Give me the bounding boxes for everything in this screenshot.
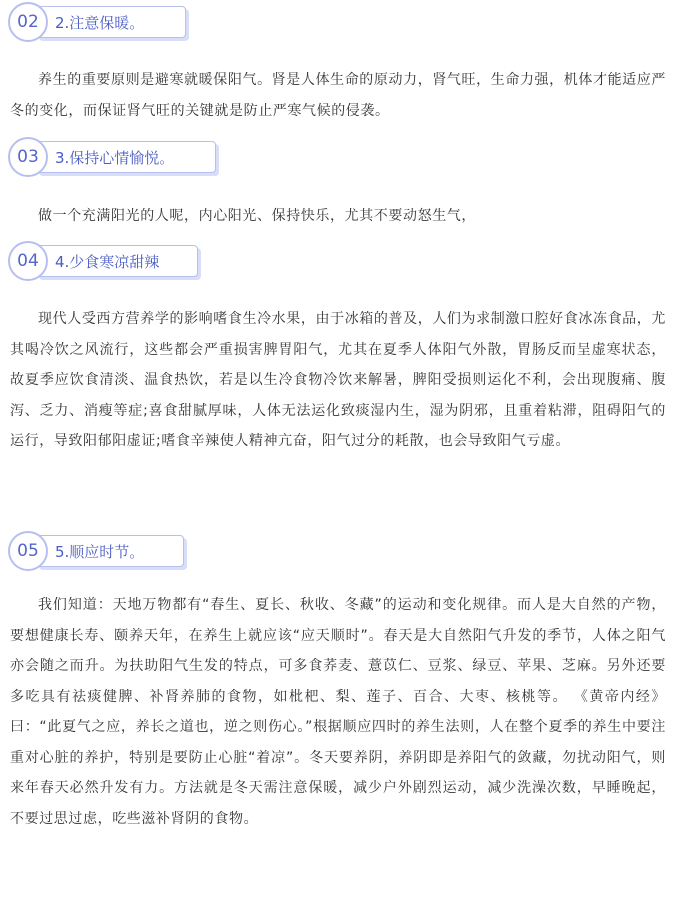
section-number-badge: 02 [8,2,48,42]
section-header [8,531,248,571]
section-number-badge: 03 [8,137,48,177]
section-title: 3.保持心情愉悦。 [36,141,216,173]
section-header [8,241,248,281]
section-title: 2.注意保暖。 [36,6,186,38]
section-number-badge: 04 [8,241,48,281]
section-title: 4.少食寒凉甜辣 [36,245,198,277]
section-number-badge: 05 [8,531,48,571]
section-paragraph: 养生的重要原则是避寒就暖保阳气。肾是人体生命的原动力，肾气旺，生命力强，机体才能适应严冬的变化，而保证肾气旺的关键就是防止严寒气候的侵袭。 [10,72,666,119]
section-title: 5.顺应时节。 [36,535,184,567]
section-paragraph: 我们知道：天地万物都有“春生、夏长、秋收、冬藏”的运动和变化规律。而人是大自然的产物，要想健康长寿、颐养天年，在养生上就应该“应天顺时”。春天是大自然阳气升发的季节，人体之阳气亦会随之而升。为扶助阳气生发的特点，可多食荞麦、薏苡仁、豆浆、绿豆、苹果、芝麻。另外还要多吃具有祛痰健脾、补肾养肺的食物，如枇杷、梨、莲子、百合、大枣、核桃等。 《黄帝内经》曰：“此夏气之应，养长之道也，逆之则伤心。”根据顺应四时的养生法则，人在整个夏季的养生中要注重对心脏的养护，特别是要防止心脏“着凉”。冬天要养阴，养阴即是养阳气的敛藏，勿扰动阳气，则来年春天必然升发有力。方法就是冬天需注意保暖，减少户外剧烈运动，减少洗澡次数，早睡晚起，不要过思过虑，吃些滋补肾阴的食物。 [10,597,666,827]
section-paragraph: 做一个充满阳光的人呢，内心阳光、保持快乐，尤其不要动怒生气， [38,208,476,224]
section-header [8,137,248,177]
section-header [8,2,248,42]
section-paragraph: 现代人受西方营养学的影响嗜食生冷水果，由于冰箱的普及，人们为求制激口腔好食冰冻食品，尤其喝冷饮之风流行，这些都会严重损害脾胃阳气，尤其在夏季人体阳气外散，胃肠反而呈虚寒状态，故夏季应饮食清淡、温食热饮，若是以生冷食物冷饮来解暑，脾阳受损则运化不利，会出现腹痛、腹泻、乏力、消瘦等症;喜食甜腻厚味，人体无法运化致痰湿内生，湿为阴邪，且重着粘滞，阻碍阳气的运行，导致阳郁阳虚证;嗜食辛辣使人精神亢奋，阳气过分的耗散，也会导致阳气亏虚。 [10,311,666,449]
